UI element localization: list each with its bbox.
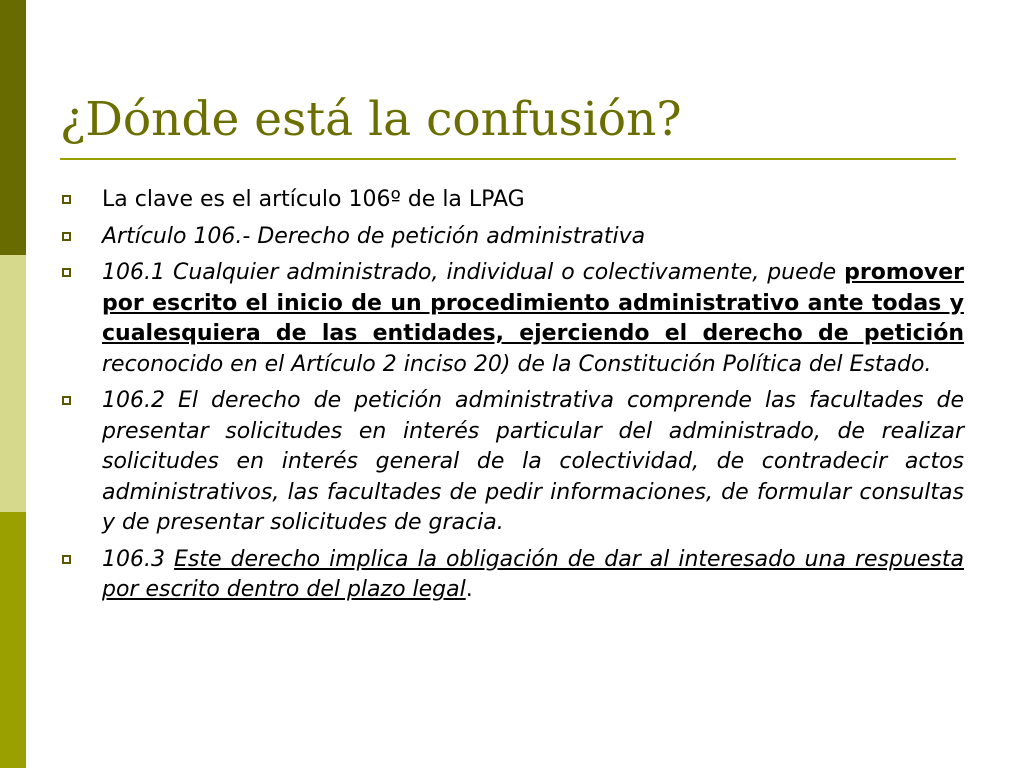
- square-bullet-icon: [62, 396, 71, 405]
- side-bar-segment-light: [0, 255, 26, 512]
- bullet-item: [60, 222, 964, 253]
- square-bullet-icon: [62, 555, 71, 564]
- title-underline-rule: [60, 158, 956, 160]
- bullet-list: [60, 185, 964, 612]
- bullet-item: [60, 258, 964, 380]
- square-bullet-icon: [62, 195, 71, 204]
- slide-title: ¿Dónde está la confusión?: [60, 92, 682, 147]
- side-bar-segment-mid: [0, 512, 26, 768]
- bullet-text: 106.2 El derecho de petición administrativa comprende las facultades de presentar solicitudes en interés particular del administrado, de realizar solicitudes en interés general de la colectividad, de contradecir actos administrativos, las facultades de pedir informaciones, de formular consultas y de presentar solicitudes de gracia.: [102, 388, 964, 535]
- bullet-text: Artículo 106.- Derecho de petición administrativa: [102, 223, 646, 249]
- bullet-text: .: [465, 577, 473, 602]
- bullet-text: La clave es el artículo 106º de la LPAG: [102, 187, 525, 212]
- side-accent-bar: [0, 0, 26, 768]
- square-bullet-icon: [62, 268, 71, 277]
- bullet-emphasis-text: promover por escrito el inicio de un procedimiento administrativo ante todas y cualesquiera de las entidades, ejerciendo el derecho de petición: [102, 260, 964, 346]
- bullet-item: [60, 545, 964, 606]
- bullet-text: 106.3: [102, 546, 174, 572]
- bullet-item: [60, 386, 964, 539]
- bullet-underlined-text: Este derecho implica la obligación de dar al interesado una respuesta por escrito dentro del plazo legal: [102, 546, 964, 602]
- square-bullet-icon: [62, 232, 71, 241]
- bullet-text: 106.1 Cualquier administrado, individual o colectivamente, puede: [102, 260, 845, 285]
- bullet-item: [60, 185, 964, 216]
- side-bar-segment-dark: [0, 0, 26, 255]
- bullet-text: reconocido en el Artículo 2 inciso 20) de la Constitución Política del Estado.: [102, 351, 932, 377]
